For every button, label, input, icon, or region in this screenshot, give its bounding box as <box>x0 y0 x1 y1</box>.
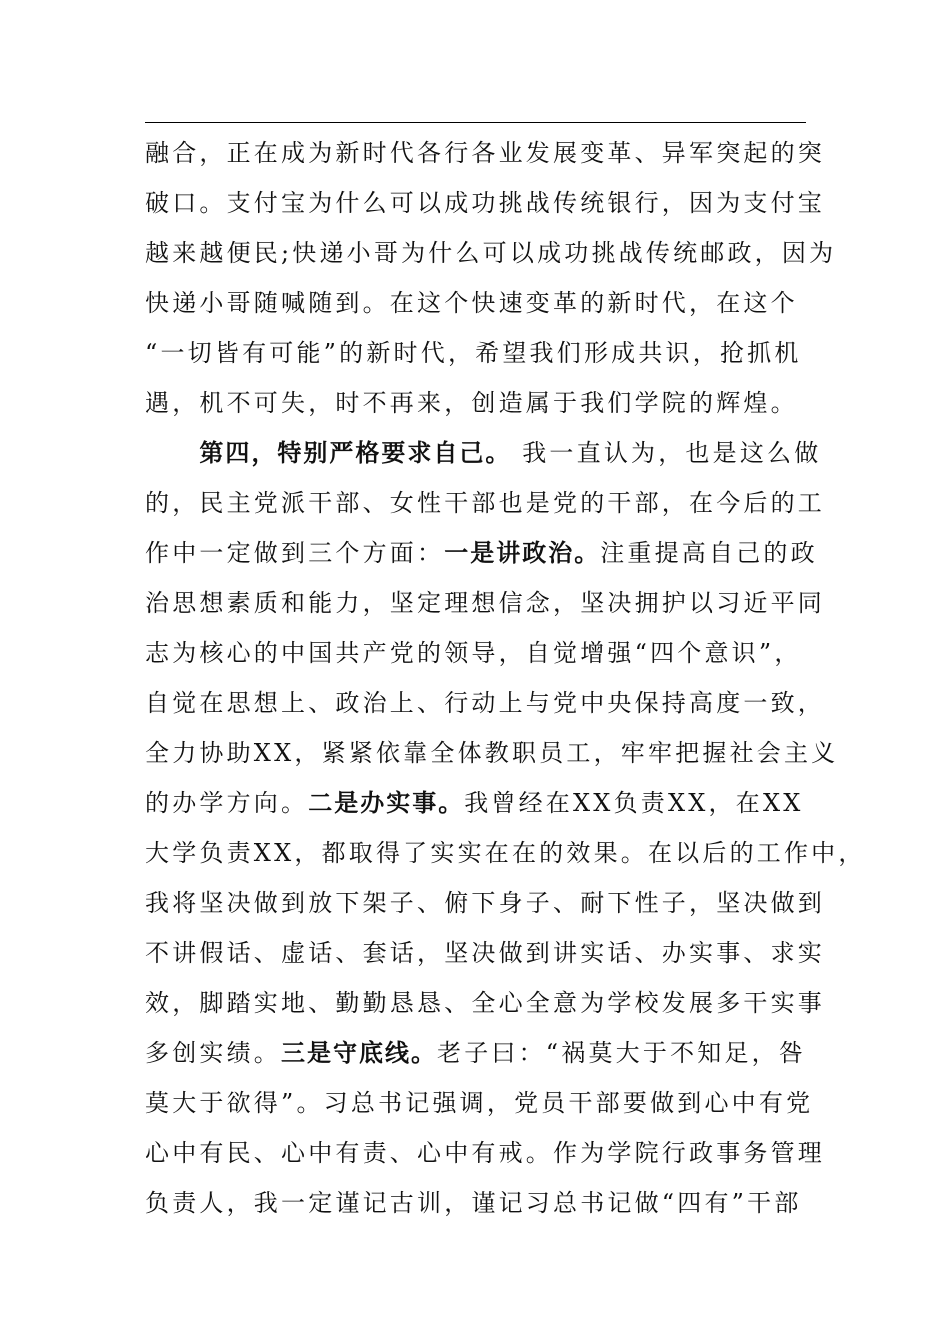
body-text: 破口。支付宝为什么可以成功挑战传统银行，因为支付宝 <box>145 189 825 217</box>
body-text: 多创实绩。 <box>145 1039 281 1067</box>
body-text: 遇，机不可失，时不再来，创造属于我们学院的辉煌。 <box>145 389 798 417</box>
body-text: 越来越便民;快递小哥为什么可以成功挑战传统邮政，因为 <box>145 239 837 267</box>
body-text: 大学负责XX，都取得了实实在在的效果。在以后的工作中， <box>145 839 866 867</box>
text-line <box>145 678 825 728</box>
bold-heading-text: 三是守底线。 <box>281 1039 437 1067</box>
text-line <box>145 478 825 528</box>
text-line <box>145 878 825 928</box>
body-text: 心中有民、心中有责、心中有戒。作为学院行政事务管理 <box>145 1139 825 1167</box>
bold-heading-text: 一是讲政治。 <box>444 539 601 567</box>
body-text: 莫大于欲得”。习总书记强调，党员干部要做到心中有党 <box>145 1089 814 1117</box>
body-text: 治思想素质和能力，坚定理想信念，坚决拥护以习近平同 <box>145 589 825 617</box>
bold-heading-text: 第四，特别严格要求自己。 <box>199 439 512 467</box>
text-line <box>145 628 815 678</box>
text-line <box>145 1028 815 1078</box>
body-text: 作中一定做到三个方面： <box>145 539 445 567</box>
text-line <box>145 578 825 628</box>
body-text: 的办学方向。 <box>145 789 309 817</box>
text-line <box>145 728 839 778</box>
text-line <box>145 1078 815 1128</box>
text-line <box>145 528 818 578</box>
text-line <box>145 378 815 428</box>
body-text: 全力协助XX，紧紧依靠全体教职员工，牢牢把握社会主义 <box>145 739 839 767</box>
text-line <box>145 828 866 878</box>
header-rule <box>145 122 806 123</box>
body-text: 效，脚踏实地、勤勤恳恳、全心全意为学校发展多干实事 <box>145 989 825 1017</box>
document-body <box>145 128 866 1228</box>
body-text: 的，民主党派干部、女性干部也是党的干部，在今后的工 <box>145 489 825 517</box>
body-text: 我一直认为，也是这么做 <box>511 439 822 467</box>
body-text: 融合，正在成为新时代各行各业发展变革、异军突起的突 <box>145 139 825 167</box>
text-line <box>145 928 825 978</box>
text-line <box>145 778 815 828</box>
text-line <box>145 128 825 178</box>
body-text: 我曾经在XX负责XX，在XX <box>464 789 804 817</box>
body-text: 注重提高自己的政 <box>600 539 818 567</box>
body-text: 自觉在思想上、政治上、行动上与党中央保持高度一致， <box>145 689 825 717</box>
text-line <box>145 328 815 378</box>
body-text <box>145 439 199 467</box>
text-line <box>145 178 825 228</box>
text-line <box>145 428 822 478</box>
body-text: 不讲假话、虚话、套话，坚决做到讲实话、办实事、求实 <box>145 939 825 967</box>
bold-heading-text: 二是办实事。 <box>308 789 465 817</box>
body-text: 老子曰：“祸莫大于不知足，咎 <box>437 1039 807 1067</box>
text-line <box>145 278 815 328</box>
body-text: 我将坚决做到放下架子、俯下身子、耐下性子，坚决做到 <box>145 889 825 917</box>
text-line <box>145 978 825 1028</box>
body-text: 志为核心的中国共产党的领导，自觉增强“四个意识”， <box>145 639 802 667</box>
text-line <box>145 228 837 278</box>
body-text: 负责人，我一定谨记古训，谨记习总书记做“四有”干部 <box>145 1189 802 1217</box>
body-text: 快递小哥随喊随到。在这个快速变革的新时代，在这个 <box>145 289 798 317</box>
body-text: “一切皆有可能”的新时代，希望我们形成共识，抢抓机 <box>145 339 802 367</box>
text-line <box>145 1128 825 1178</box>
text-line <box>145 1178 815 1228</box>
